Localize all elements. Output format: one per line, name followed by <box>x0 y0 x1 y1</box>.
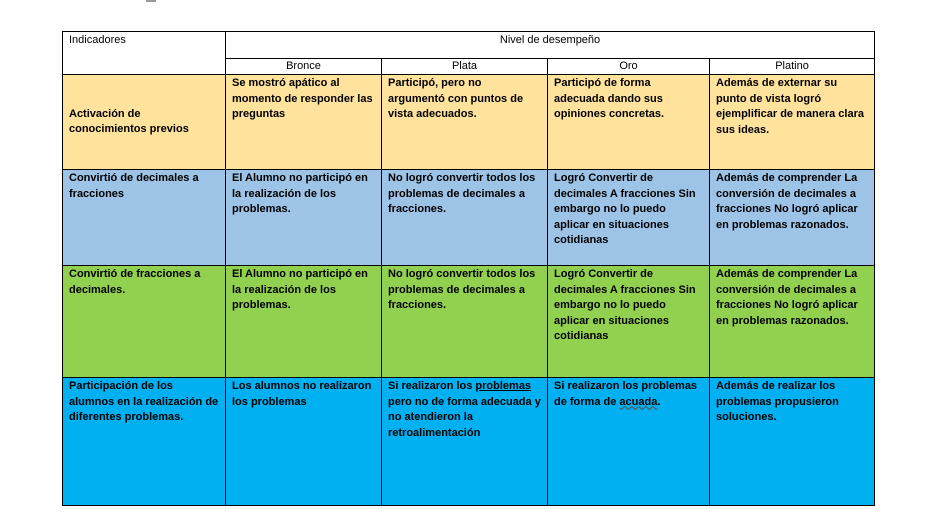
cell-text-before: Si realizaron los <box>388 380 476 392</box>
underlined-word: problemas <box>475 380 532 392</box>
table-row <box>63 378 875 506</box>
level-cell-platino: Además de realizar los problemas propusieron soluciones. <box>710 378 875 506</box>
level-cell-plata: Participó, pero no argumentó con puntos de vista adecuados. <box>382 75 548 170</box>
level-cell-bronce: Los alumnos no realizaron los problemas <box>226 378 382 506</box>
indicator-cell: Convirtió de decimales a fracciones <box>63 170 226 266</box>
cell-text-after: . <box>657 395 661 408</box>
table-row <box>63 75 875 170</box>
header-level-oro: Oro <box>548 59 710 75</box>
page-corner-mark <box>146 0 156 2</box>
level-cell-oro: Participó de forma adecuada dando sus opiniones concretas. <box>548 75 710 170</box>
indicator-cell: Convirtió de fracciones a decimales. <box>63 266 226 378</box>
header-performance-level: Nivel de desempeño <box>226 32 875 59</box>
table-row <box>63 266 875 378</box>
header-level-plata: Plata <box>382 59 548 75</box>
level-cell-plata: No logró convertir todos los problemas de decimales a fracciones. <box>382 266 548 378</box>
level-cell-oro <box>548 378 710 506</box>
level-cell-plata: No logró convertir todos los problemas de decimales a fracciones. <box>382 170 548 266</box>
cell-text-after: pero no de forma adecuada y no atendieron la retroalimentación <box>388 395 541 439</box>
level-cell-bronce: El Alumno no participó en la realización de los problemas. <box>226 170 382 266</box>
header-indicators: Indicadores <box>63 32 226 75</box>
header-level-bronce: Bronce <box>226 59 382 75</box>
spellcheck-flagged-word: acuada <box>619 395 658 408</box>
level-cell-platino: Además de comprender La conversión de decimales a fracciones No logró aplicar en problemas razonados. <box>710 266 875 378</box>
level-cell-plata <box>382 378 548 506</box>
level-cell-bronce: El Alumno no participó en la realización de los problemas. <box>226 266 382 378</box>
level-cell-platino: Además de comprender La conversión de decimales a fracciones No logró aplicar en problemas razonados. <box>710 170 875 266</box>
header-row-top <box>63 32 875 59</box>
level-cell-oro: Logró Convertir de decimales A fracciones Sin embargo no lo puedo aplicar en situaciones cotidianas <box>548 170 710 266</box>
level-cell-bronce: Se mostró apático al momento de responder las preguntas <box>226 75 382 170</box>
indicator-cell: Participación de los alumnos en la realización de diferentes problemas. <box>63 378 226 506</box>
table-row <box>63 170 875 266</box>
cell-text-before: Si realizaron los problemas de forma de <box>554 380 698 408</box>
indicator-cell: Activación de conocimientos previos <box>63 75 226 170</box>
rubric-table <box>62 31 875 506</box>
header-level-platino: Platino <box>710 59 875 75</box>
level-cell-oro: Logró Convertir de decimales A fracciones Sin embargo no lo puedo aplicar en situaciones cotidianas <box>548 266 710 378</box>
level-cell-platino: Además de externar su punto de vista logró ejemplificar de manera clara sus ideas. <box>710 75 875 170</box>
